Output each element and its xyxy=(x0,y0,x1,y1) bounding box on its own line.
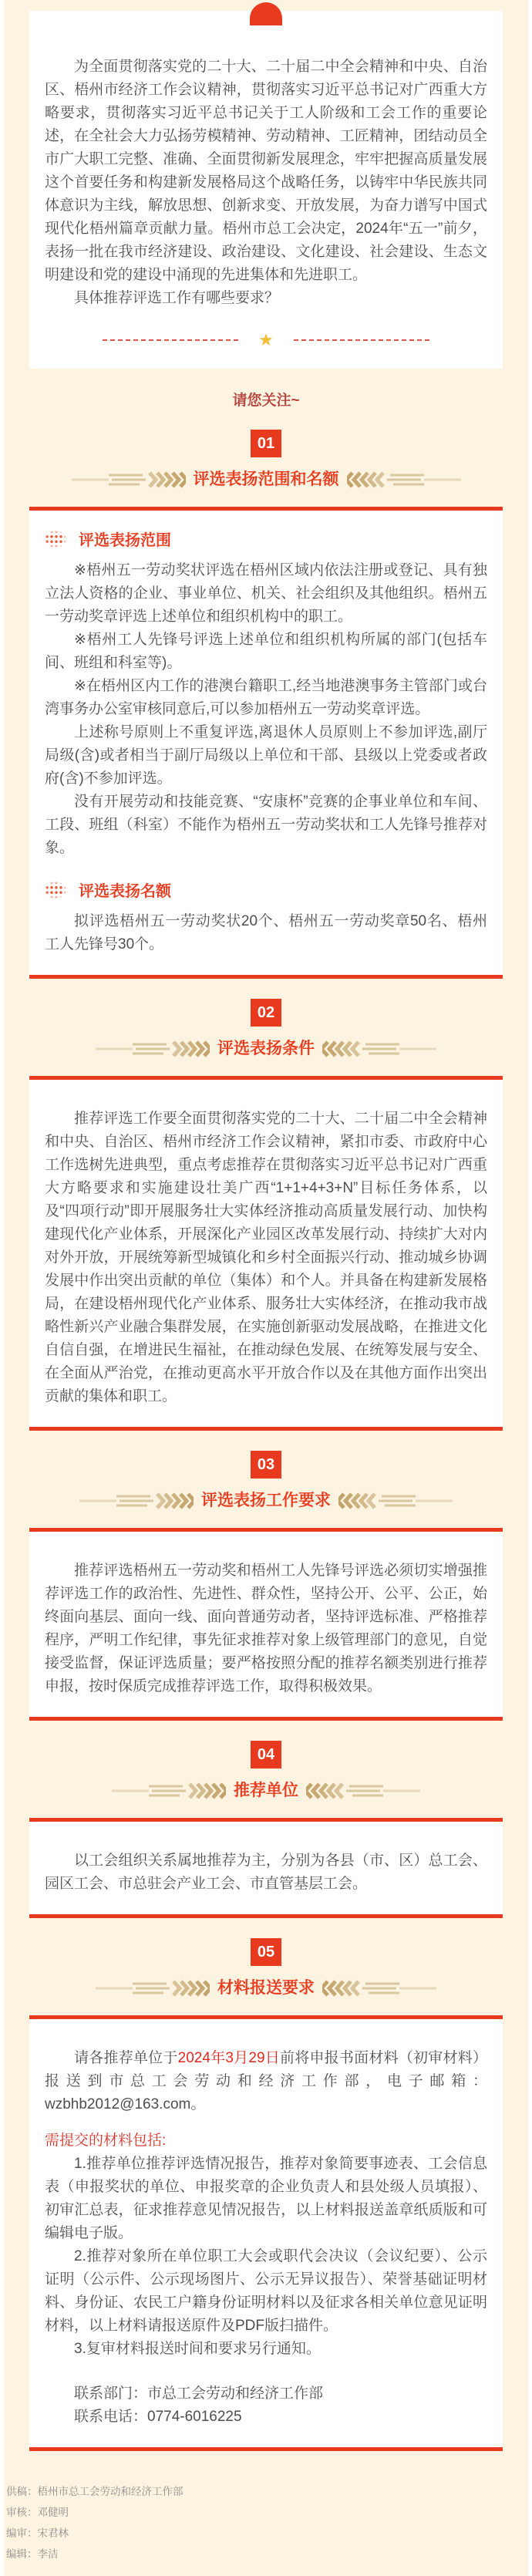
section-number-badge: 04 xyxy=(251,1741,281,1768)
section-number-badge: 03 xyxy=(251,1451,281,1479)
halftone-dots-icon xyxy=(45,529,71,549)
red-tab-icon xyxy=(250,2,282,25)
dashed-line-icon xyxy=(294,339,429,341)
section-title-row xyxy=(4,1779,528,1802)
contact-block xyxy=(45,2382,487,2429)
paragraph: 推荐评选梧州五一劳动奖和梧州工人先锋号评选必须切实增强推荐评选工作的政治性、先进性、群众性，坚持公开、公平、公正，始终面向基层、面向一线、面向普通劳动者，坚持评选标准、严格推荐程序，严明工作纪律，事先征求推荐对象上级管理部门的意见，自觉接受监督，保证评选质量；要严格按照分配的推荐名额类别进行推荐申报，按时保质完成推荐评选工作，取得积极效果。 xyxy=(45,1563,487,1694)
paragraph: 拟评选梧州五一劳动奖状20个、梧州五一劳动奖章50名、梧州工人先锋号30个。 xyxy=(45,913,487,953)
wheat-ornament-left-icon xyxy=(94,1038,210,1060)
section-05 xyxy=(4,1938,528,2451)
article-page xyxy=(4,0,528,2576)
section-card xyxy=(29,1076,503,1431)
section-number-badge: 05 xyxy=(251,1938,281,1966)
credit-line: 编辑：李洁 xyxy=(6,2548,59,2560)
section-title: 评选表扬条件 xyxy=(217,1040,315,1057)
subheading-label: 评选表扬范围 xyxy=(79,532,171,549)
paragraph: 没有开展劳动和技能竞赛、“安康杯”竞赛的企事业单位和车间、工段、班组（科室）不能作为梧州五一劳动奖状和工人先锋号推荐对象。 xyxy=(45,794,487,856)
wheat-ornament-left-icon xyxy=(110,1780,226,1802)
wheat-ornament-right-icon xyxy=(322,1978,438,1999)
deadline-suffix: 前将申报书面材料（初审材料）报送到市总工会劳动和经济工作部，电子邮箱：wzbhb2012@163.com。 xyxy=(45,2050,487,2112)
paragraph: 推荐评选工作要全面贯彻落实党的二十大、二十届二中全会精神和中央、自治区、梧州市经济工作会议精神，紧扣市委、市政府中心工作选树先进典型，重点考虑推荐在贯彻落实习近平总书记对广西重大方略要求和实施建设壮美广西“1+1+4+3+N”目标任务体系，以及“四项行动”即开展服务壮大实体经济推动高质量发展行动、加快构建现代化产业体系，开展深化产业园区改革发展行动、持续扩大对内对外开放，开展统筹新型城镇化和乡村全面振兴行动、推动城乡协调发展中作出突出贡献的单位（集体）和个人。并具备在构建新发展格局，在建设梧州现代化产业体系、服务壮大实体经济，在推动我市战略性新兴产业融合集群发展，在实施创新驱动发展战略，在推进文化自信自强，在增进民生福祉，在推动绿色发展、在统筹发展与安全、在全面从严治党，在推动更高水平开放合作以及在其他方面作出突出贡献的集体和职工。 xyxy=(45,1111,487,1404)
wheat-ornament-right-icon xyxy=(306,1780,422,1802)
subheading-label: 评选表扬名额 xyxy=(79,883,171,900)
subheading-quota xyxy=(45,878,487,901)
section-card xyxy=(29,1818,503,1918)
notice-text: 请您关注~ xyxy=(232,393,300,409)
section-02 xyxy=(4,999,528,1431)
paragraph: 以工会组织关系属地推荐为主，分别为各县（市、区）总工会、园区工会、市总驻会产业工会、市直管基层工会。 xyxy=(45,1853,487,1892)
intro-paragraph: 为全面贯彻落实党的二十大、二十届二中全会精神和中央、自治区、梧州市经济工作会议精神，贯彻落实习近平总书记对广西重大方略要求，贯彻落实习近平总书记关于工人阶级和工会工作的重要论述，在全社会大力弘扬劳模精神、劳动精神、工匠精神，团结动员全市广大职工完整、准确、全面贯彻新发展理念，牢牢把握高质量发展这个首要任务和构建新发展格局这个战略任务，以铸牢中华民族共同体意识为主线，解放思想、创新求变、开放发展，为奋力谱写中国式现代化梧州篇章贡献力量。梧州市总工会决定，2024年“五一”前夕，表扬一批在我市经济建设、政治建设、文化建设、社会建设、生态文明建设和党的建设中涌现的先进集体和先进职工。 xyxy=(45,59,487,283)
halftone-dots-icon xyxy=(45,880,71,900)
deadline-prefix: 请各推荐单位于 xyxy=(74,2050,178,2066)
deadline-date: 2024年3月29日 xyxy=(177,2050,280,2066)
material-item: 2.推荐对象所在单位职工大会或职代会决议（会议纪要）、公示证明（公示件、公示现场图片、公示无异议报告）、荣誉基础证明材料、身份证、农民工户籍身份证明材料以及征求各相关单位意见证明材料，以上材料请报送原件及PDF版扫描件。 xyxy=(45,2248,487,2334)
section-title: 推荐单位 xyxy=(234,1782,298,1799)
section-title-row xyxy=(4,1037,528,1060)
section-title: 评选表扬工作要求 xyxy=(201,1492,331,1509)
footer-credits xyxy=(4,2487,528,2560)
section-title-row xyxy=(4,1977,528,2000)
wheat-ornament-right-icon xyxy=(347,469,463,491)
wheat-ornament-left-icon xyxy=(70,469,186,491)
deadline-paragraph xyxy=(45,2047,487,2116)
star-icon: ★ xyxy=(258,330,274,349)
section-title: 材料报送要求 xyxy=(217,1979,315,1997)
material-item: 3.复审材料报送时间和要求另行通知。 xyxy=(74,2341,321,2357)
paragraph: ※梧州工人先锋号评选上述单位和组织机构所属的部门(包括车间、班组和科室等)。 xyxy=(45,632,487,671)
section-card xyxy=(29,2015,503,2451)
section-03 xyxy=(4,1451,528,1721)
section-number-badge: 02 xyxy=(251,999,281,1027)
credit-line: 供稿：梧州市总工会劳动和经济工作部 xyxy=(6,2486,184,2497)
section-04 xyxy=(4,1741,528,1918)
dashed-line-icon xyxy=(103,339,238,341)
section-card xyxy=(29,507,503,979)
section-01 xyxy=(4,430,528,979)
section-title-row xyxy=(4,468,528,491)
wheat-ornament-left-icon xyxy=(78,1490,194,1512)
wheat-ornament-left-icon xyxy=(94,1978,210,1999)
material-item: 1.推荐单位推荐评选情况报告，推荐对象简要事迹表、工会信息表（申报奖状的单位、申报奖章的企业负责人和县处级人员填报）、初审汇总表，征求推荐意见情况报告，以上材料报送盖章纸质版和可编辑电子版。 xyxy=(45,2156,487,2241)
section-card xyxy=(29,1528,503,1721)
star-divider xyxy=(45,329,487,352)
section-number-badge: 01 xyxy=(251,430,281,457)
subheading-scope xyxy=(45,528,487,550)
wheat-ornament-right-icon xyxy=(322,1038,438,1060)
contact-department: 联系部门：市总工会劳动和经济工作部 xyxy=(74,2385,324,2402)
intro-question: 具体推荐评选工作有哪些要求？ xyxy=(74,290,280,306)
intro-card xyxy=(29,11,503,369)
credit-line: 编审：宋君林 xyxy=(6,2527,69,2539)
section-title: 评选表扬范围和名额 xyxy=(193,470,339,488)
credit-line: 审核：邓健明 xyxy=(6,2507,69,2518)
section-title-row xyxy=(4,1489,528,1512)
contact-phone: 联系电话：0774-6016225 xyxy=(74,2409,242,2425)
materials-label: 需提交的材料包括: xyxy=(45,2133,167,2149)
wheat-ornament-right-icon xyxy=(338,1490,454,1512)
paragraph: 上述称号原则上不重复评选,离退休人员原则上不参加评选,副厅局级(含)或者相当于副厅局级以上单位和干部、县级以上党委或者政府(含)不参加评选。 xyxy=(45,724,487,787)
paragraph: ※在梧州区内工作的港澳台籍职工,经当地港澳事务主管部门或台湾事务办公室审核同意后,可以参加梧州五一劳动奖章评选。 xyxy=(45,678,487,717)
paragraph: ※梧州五一劳动奖状评选在梧州区域内依法注册或登记、具有独立法人资格的企业、事业单位、机关、社会组织及其他组织。梧州五一劳动奖章评选上述单位和组织机构中的职工。 xyxy=(45,562,487,625)
